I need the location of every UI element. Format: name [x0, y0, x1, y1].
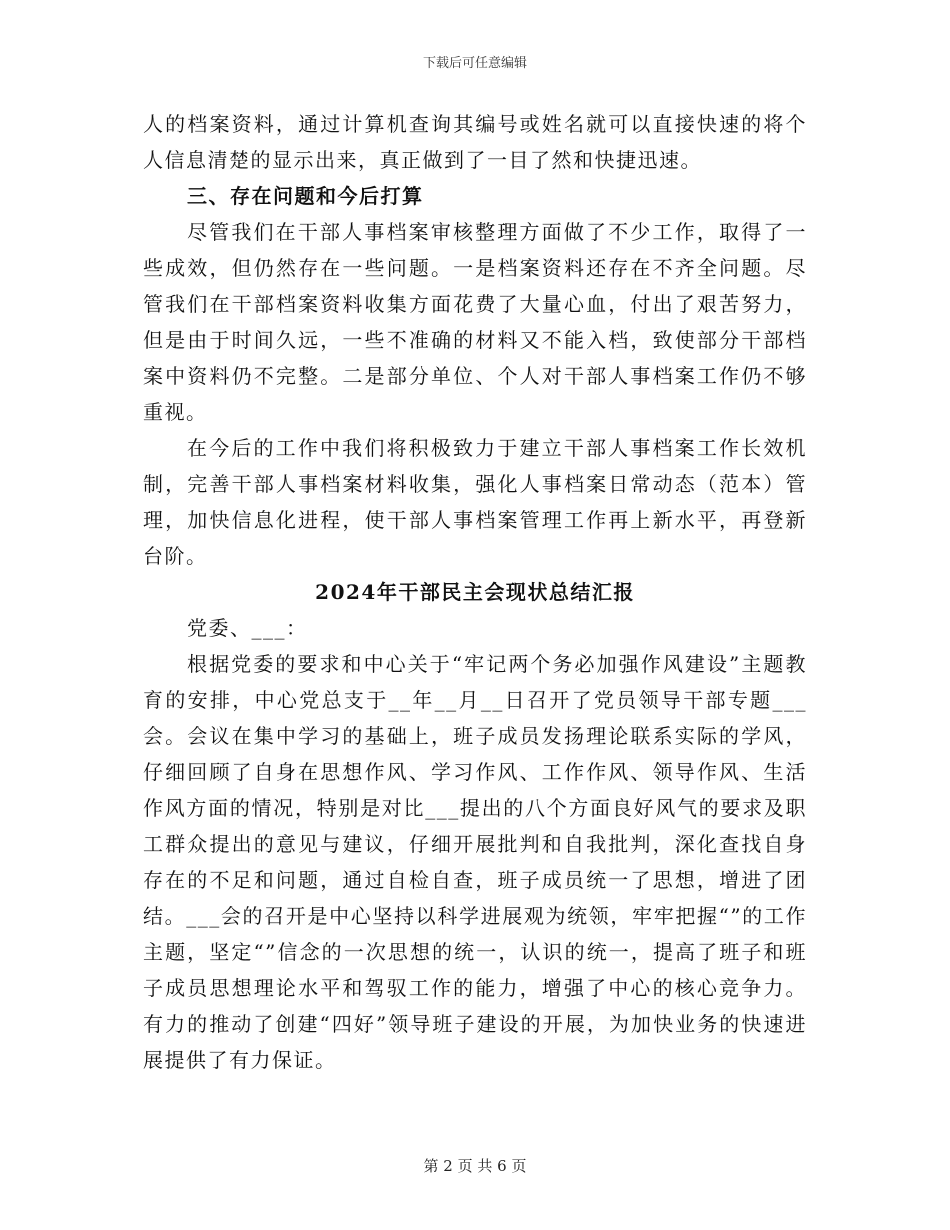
document-body: [143, 106, 807, 1078]
page-number-footer: 第 2 页 共 6 页: [423, 1157, 527, 1175]
section-heading-problems-plans: 三、存在问题和今后打算: [187, 184, 424, 208]
paragraph-meeting-summary: 根据党委的要求和中心关于“牢记两个务必加强作风建设”主题教育的安排，中心党总支于__年__月__日召开了党员领导干部专题___会。会议在集中学习的基础上，班子成员发扬理论联系实际的学风，仔细回顾了自身在思想作风、学习作风、工作作风、领导作风、生活作风方面的情况，特别是对比___提出的八个方面良好风气的要求及职工群众提出的意见与建议，仔细开展批判和自我批判，深化查找自身存在的不足和问题，通过自检自查，班子成员统一了思想，增进了团结。___会的召开是中心坚持以科学进展观为统领，牢牢把握“”的工作主题，坚定“”信念的一次思想的统一，认识的统一，提高了班子和班子成员思想理论水平和驾驭工作的能力，增强了中心的核心竞争力。有力的推动了创建“四好”领导班子建设的开展，为加快业务的快速进展提供了有力保证。: [143, 652, 807, 1072]
paragraph-problems: 尽管我们在干部人事档案审核整理方面做了不少工作，取得了一些成效，但仍然存在一些问题。一是档案资料还存在不齐全问题。尽管我们在干部档案资料收集方面花费了大量心血，付出了艰苦努力，但是由于时间久远，一些不准确的材料又不能入档，致使部分干部档案中资料仍不完整。二是部分单位、个人对干部人事档案工作仍不够重视。: [143, 220, 807, 424]
page-header: 下载后可任意编辑: [422, 56, 527, 71]
document-title: 2024年干部民主会现状总结汇报: [315, 580, 635, 604]
paragraph-future-plans: 在今后的工作中我们将积极致力于建立干部人事档案工作长效机制，完善干部人事档案材料收集，强化人事档案日常动态（范本）管理，加快信息化进程，使干部人事档案管理工作再上新水平，再登新台阶。: [143, 436, 807, 568]
paragraph-archive-query: 人的档案资料，通过计算机查询其编号或姓名就可以直接快速的将个人信息清楚的显示出来，真正做到了一目了然和快捷迅速。: [143, 112, 807, 172]
salutation: 党委、___：: [187, 616, 308, 640]
